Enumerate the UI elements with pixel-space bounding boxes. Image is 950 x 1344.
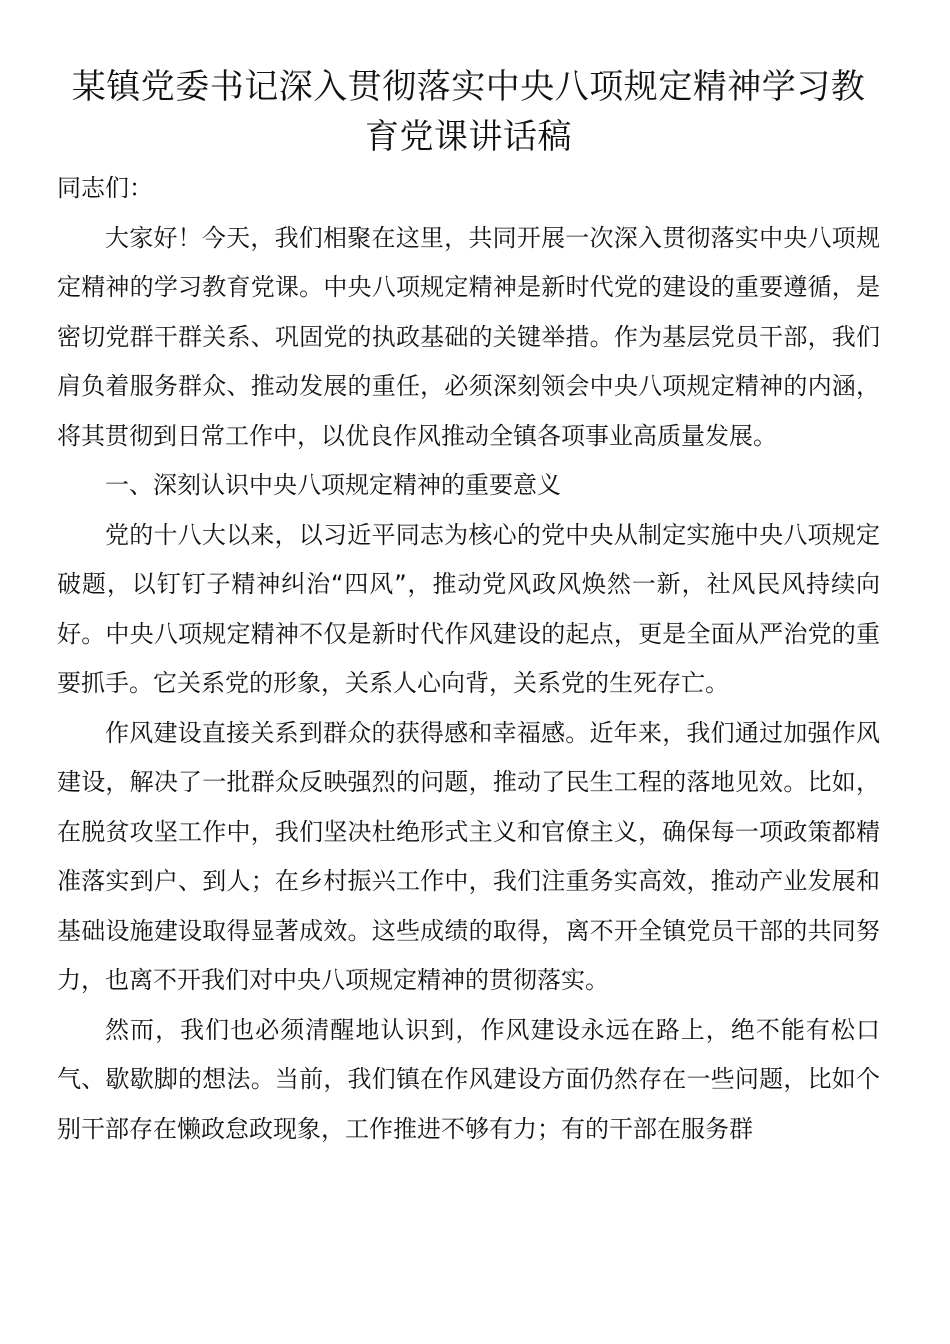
paragraph-work-style: 作风建设直接关系到群众的获得感和幸福感。近年来，我们通过加强作风建设，解决了一批群众反映强烈的问题，推动了民生工程的落地见效。比如，在脱贫攻坚工作中，我们坚决杜绝形式主义和官僚主义，确保每一项政策都精准落实到户、到人；在乡村振兴工作中，我们注重务实高效，推动产业发展和基础设施建设取得显著成效。这些成绩的取得，离不开全镇党员干部的共同努力，也离不开我们对中央八项规定精神的贯彻落实。 — [57, 718, 880, 994]
section-heading-1: 一、深刻认识中央八项规定精神的重要意义 — [105, 471, 561, 499]
paragraph-opening: 大家好！今天，我们相聚在这里，共同开展一次深入贯彻落实中央八项规定精神的学习教育党课。中央八项规定精神是新时代党的建设的重要遵循，是密切党群干群关系、巩固党的执政基础的关键举措。作为基层党员干部，我们肩负着服务群众、推动发展的重任，必须深刻领会中央八项规定精神的内涵，将其贯彻到日常工作中，以优良作风推动全镇各项事业高质量发展。 — [57, 223, 880, 450]
paragraph-significance: 党的十八大以来，以习近平同志为核心的党中央从制定实施中央八项规定破题，以钉钉子精神纠治“四风”，推动党风政风焕然一新，社风民风持续向好。中央八项规定精神不仅是新时代作风建设的起点，更是全面从严治党的重要抓手。它关系党的形象，关系人心向背，关系党的生死存亡。 — [57, 520, 880, 697]
document-title: 某镇党委书记深入贯彻落实中央八项规定精神学习教育党课讲话稿 — [71, 67, 866, 157]
salutation: 同志们： — [57, 174, 153, 202]
paragraph-problems: 然而，我们也必须清醒地认识到，作风建设永远在路上，绝不能有松口气、歇歇脚的想法。当前，我们镇在作风建设方面仍然存在一些问题，比如个别干部存在懒政怠政现象，工作推进不够有力；有的干部在服务群 — [57, 1015, 880, 1143]
